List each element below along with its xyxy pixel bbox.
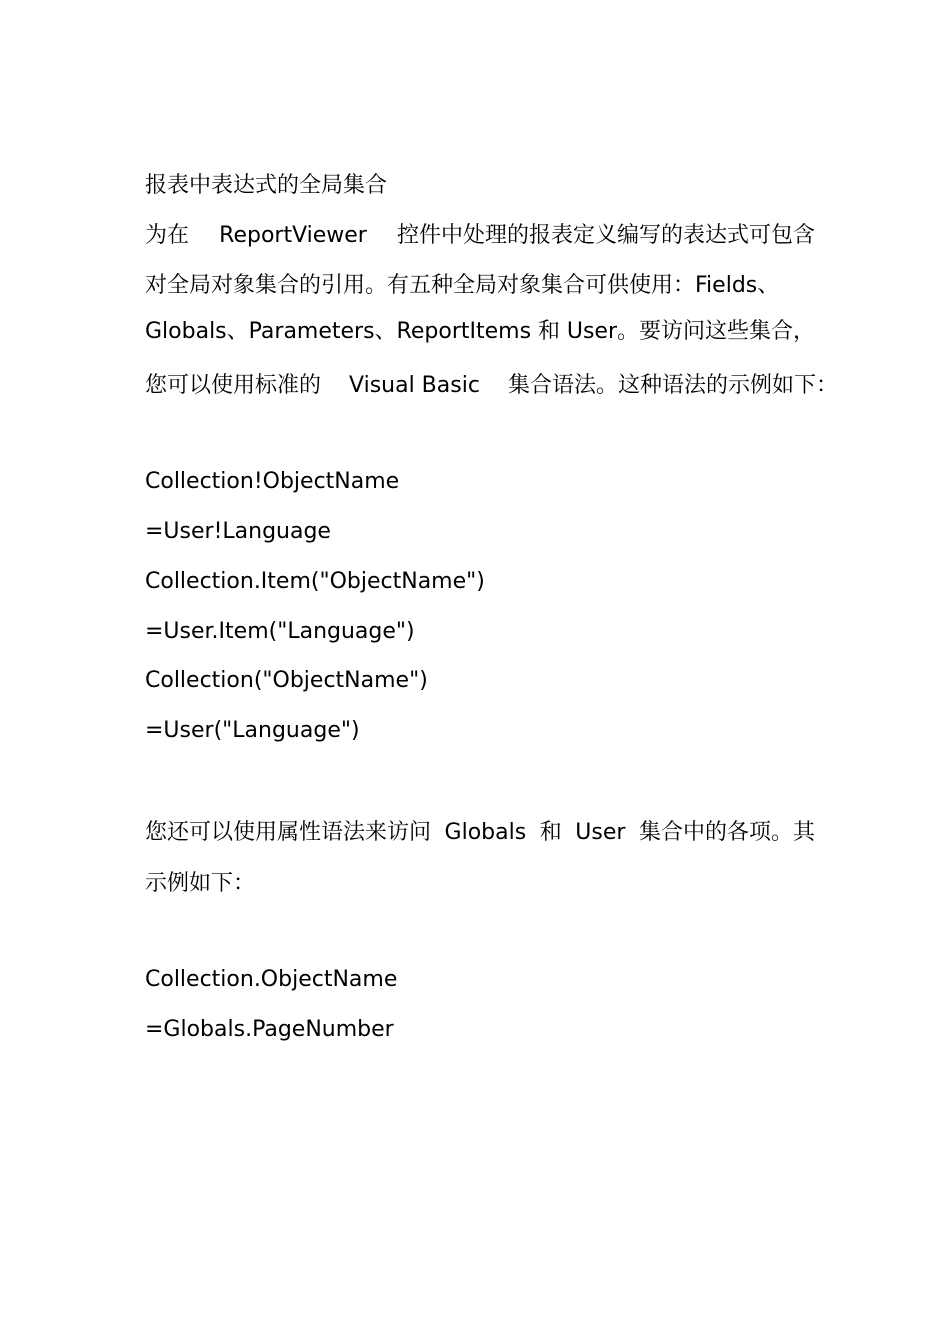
paragraph-1-line-2 <box>145 271 815 301</box>
code-line: =Globals.PageNumber <box>145 1017 394 1042</box>
text-segment: 控件中处理的报表定义编写的表达式可包含 <box>396 223 815 248</box>
code-line: Collection!ObjectName <box>145 469 400 494</box>
code-line: =User.Item("Language") <box>145 619 415 644</box>
text-segment: 为在 <box>145 223 190 248</box>
text-segment: 您还可以使用属性语法来访问 <box>145 820 432 845</box>
paragraph-2-line-1 <box>145 818 815 848</box>
text-segment: 您可以使用标准的 <box>145 373 322 398</box>
text-segment: 和 <box>539 820 562 845</box>
code-line: =User("Language") <box>145 718 360 743</box>
code-line: =User!Language <box>145 519 331 544</box>
text-segment: 对全局对象集合的引用。有五种全局对象集合可供使用：Fields、 <box>145 273 780 298</box>
text-segment: Visual Basic <box>349 373 480 398</box>
code-line: Collection.Item("ObjectName") <box>145 569 485 594</box>
text-segment: 和 <box>537 319 560 344</box>
text-segment: 示例如下： <box>145 871 256 896</box>
paragraph-1-line-3 <box>145 317 815 347</box>
text-segment: ReportViewer <box>219 223 367 248</box>
text-segment: Globals、Parameters、ReportItems <box>145 319 532 344</box>
text-segment: 集合语法。这种语法的示例如下： <box>507 373 838 398</box>
document-title: 报表中表达式的全局集合 <box>145 173 388 198</box>
paragraph-2-line-2 <box>145 869 815 899</box>
text-segment: Globals <box>444 820 527 845</box>
text-segment: User <box>575 820 626 845</box>
paragraph-1-line-4 <box>145 371 838 401</box>
code-line: Collection("ObjectName") <box>145 668 428 693</box>
code-line: Collection.ObjectName <box>145 967 398 992</box>
text-segment: User。要访问这些集合， <box>566 319 815 344</box>
text-segment: 集合中的各项。其 <box>638 820 815 845</box>
paragraph-1-line-1 <box>145 221 815 251</box>
